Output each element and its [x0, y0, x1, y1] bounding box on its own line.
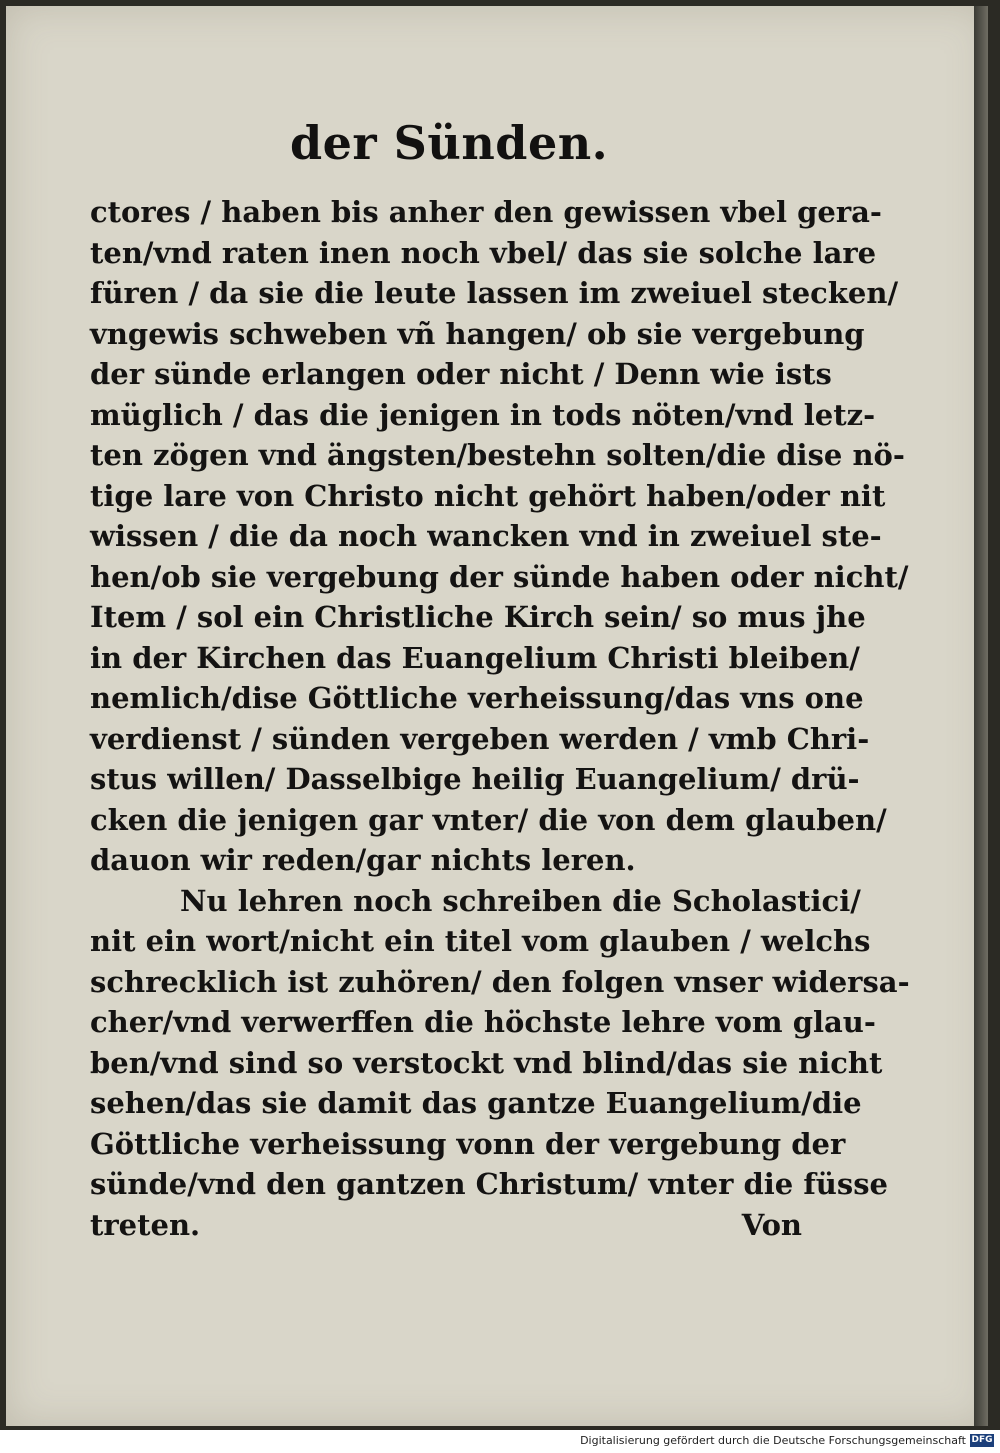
text-line: in der Kirchen das Euangelium Christi bleiben/ [90, 640, 860, 675]
text-line: ctores / haben bis anher den gewissen vbel gera- [90, 195, 882, 229]
digitization-footer [0, 1430, 1000, 1453]
text-line: tige lare von Christo nicht gehört haben/oder nit [90, 478, 886, 513]
catchword: Von [741, 1207, 802, 1242]
text-line: cken die jenigen gar vnter/ die von dem glauben/ [90, 802, 887, 837]
text-line: nit ein wort/nicht ein titel vom glauben / welchs [90, 924, 871, 958]
final-line: treten. [90, 1207, 201, 1242]
final-line-row [90, 1205, 802, 1246]
text-line: müglich / das die jenigen in tods nöten/vnd letz- [90, 397, 876, 432]
text-line: nemlich/dise Göttliche verheissung/das vns one [90, 681, 864, 715]
text-line: verdienst / sünden vergeben werden / vmb Chri- [90, 721, 870, 756]
text-line: ben/vnd sind so verstockt vnd blind/das sie nicht [90, 1045, 883, 1080]
text-line: ten/vnd raten inen noch vbel/ das sie solche lare [90, 235, 877, 270]
text-line: ten zögen vnd ängsten/bestehn solten/die dise nö- [90, 438, 905, 472]
text-line: Göttliche verheissung vonn der vergebung der [90, 1126, 846, 1161]
book-page [6, 6, 988, 1426]
text-line: füren / da sie die leute lassen im zweiuel stecken/ [90, 276, 899, 310]
text-line: hen/ob sie vergebung der sünde haben oder nicht/ [90, 559, 909, 594]
text-line: Item / sol ein Christliche Kirch sein/ so mus jhe [90, 600, 866, 634]
text-line: sünde/vnd den gantzen Christum/ vnter die füsse [90, 1167, 888, 1201]
page-heading: der Sünden. [290, 116, 609, 170]
page-binding-edge [974, 6, 988, 1426]
text-line: sehen/das sie damit das gantze Euangelium/die [90, 1086, 862, 1120]
paragraph-start-line: Nu lehren noch schreiben die Scholastici/ [180, 883, 861, 918]
text-line: dauon wir reden/gar nichts leren. [90, 843, 636, 877]
text-line: schrecklich ist zuhören/ den folgen vnser widersa- [90, 964, 910, 999]
body-text [90, 192, 910, 1245]
footer-credit: Digitalisierung gefördert durch die Deutsche Forschungsgemeinschaft [580, 1434, 966, 1447]
text-line: cher/vnd verwerffen die höchste lehre vom glau- [90, 1005, 876, 1039]
text-line: vngewis schweben vñ hangen/ ob sie vergebung [90, 316, 865, 351]
text-line: wissen / die da noch wancken vnd in zweiuel ste- [90, 519, 882, 553]
dfg-logo: DFG [971, 1435, 993, 1445]
text-line: der sünde erlangen oder nicht / Denn wie ists [90, 357, 832, 391]
text-line: stus willen/ Dasselbige heilig Euangelium/ drü- [90, 762, 860, 796]
